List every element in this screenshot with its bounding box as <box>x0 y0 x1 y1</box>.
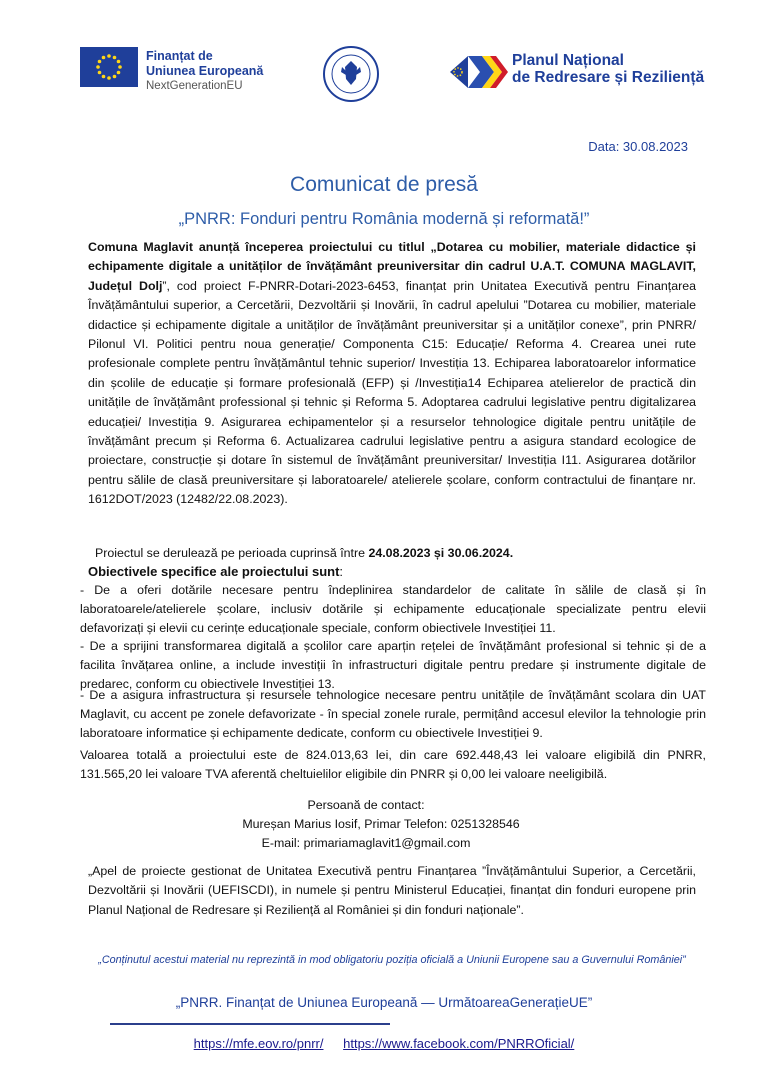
document-date: Data: 30.08.2023 <box>588 139 688 154</box>
objectives-title: Obiectivele specifice ale proiectului sunt <box>88 564 340 579</box>
objective-item: - De a oferi dotările necesare pentru îndeplinirea standardelor de calitate în sălile de clasă și în laboratoarele/atelierele școlare, inclusiv dotările și echipamente educaționale specializate pentru elevii defavorizați și elevii cu cerințe educaționale speciale, conform obiectivele Investiției 11. <box>80 583 706 636</box>
objective-item: - De a sprijini transformarea digitală a școlilor care aparțin rețelei de învățământ profesional si tehnic și de a facilita învățarea online, a include investiții în infrastructuri digitale pentru predare și instrumente digitale de predarec, conform cu obiectivele Investiției 13. <box>80 639 706 692</box>
contact-email: E-mail: primariamaglavit1@gmail.com <box>261 836 471 850</box>
page-subtitle: „PNRR: Fonduri pentru România modernă și reformată!” <box>178 210 590 228</box>
intro-lead: Comuna Maglavit anunță începerea proiectului cu titlul „Dotarea cu mobilier, materiale didactice și echipamente digitale a unităților de învățământ preuniversitar din cadrul U.A.T. COMUNA MAGLAVIT, Județul Dolj <box>88 240 696 293</box>
period-dates: 24.08.2023 și 30.06.2024. <box>368 546 514 560</box>
slogan: „PNRR. Finanțat de Uniunea Europeană — UrmătoareaGenerațieUE” <box>175 995 593 1010</box>
period-text: Proiectul se derulează pe perioada cuprinsă între <box>95 546 369 560</box>
divider <box>110 1023 390 1025</box>
objectives-colon: : <box>339 564 344 579</box>
project-value: Valoarea totală a proiectului este de 824.013,63 lei, din care 692.448,43 lei valoare eligibilă din PNRR, 131.565,20 lei valoare TVA aferentă cheltuielilor eligibile din PNRR și 0,00 lei valoare neeligibilă. <box>80 748 706 782</box>
objectives-heading <box>88 564 343 579</box>
eu-funding-label <box>146 49 263 94</box>
project-period <box>95 546 513 560</box>
contact-label: Persoană de contact: <box>307 798 425 812</box>
eu-flag-icon <box>80 47 138 87</box>
intro-rest: ”, cod proiect F-PNRR-Dotari-2023-6453, finanțat prin Unitatea Executivă pentru Finanțarea Învățământului superior, a Cercetării, Dezvoltării și Inovării, în cadrul apelului ”Dotarea cu mobilier, materiale didactice și echipamente digitale a unităților de învățământ preuniversitar și a unităților conexe”, prin PNRR/ Pilonul VI. Politici pentru noua generație/ Componenta C15: Educație/ Reforma 4. Crearea unei rute profesionale complete pentru învățământul tehnic superior/ Investiția 13. Echiparea laboratoarelor informatice din școlile de educație și formare profesională (EFP) și /Investiția14 Echiparea atelierelor de practică din unitățile de învățământ professional și tehnic și Reforma 5. Adoptarea cadrului legislative pentru digitalizarea educației/ Investiția 9. Asigurarea echipamentelor și a resurselor tehnologice digitale pentru unitățile de învățământ precum și Reforma 6. Actualizarea cadrului legislative pentru a asigura standard ecologice de proiectare, construcție și dotare în sistemul de învățământ preuniversitar/ Investiția I11. Asigurarea dotărilor pentru sălile de clasă preuniversitare și laboratoarele/ atelierele școlare, conform contractului de finanțare nr. 1612DOT/2023 (12482/22.08.2023). <box>88 278 696 507</box>
disclaimer: „Conținutul acestui material nu reprezintă in mod obligatoriu poziția oficială a Uniunii Europene sau a Guvernului României” <box>98 954 686 966</box>
facebook-link[interactable]: https://www.facebook.com/PNRROficial/ <box>343 1036 575 1051</box>
contact-person: Mureșan Marius Iosif, Primar Telefon: 0251328546 <box>242 817 520 831</box>
eu-line-2: Uniunea Europeană <box>146 64 264 78</box>
page-title: Comunicat de presă <box>290 173 478 196</box>
pnrr-line-2: de Redresare și Reziliență <box>512 69 705 86</box>
intro-paragraph <box>88 238 696 510</box>
pnrr-line-1: Planul Național <box>512 52 624 69</box>
call-statement: „Apel de proiecte gestionat de Unitatea Executivă pentru Finanțarea ”Învățământului Superior, a Cercetării, Dezvoltării și Inovării (UEFISCDI), in numele și pentru Ministerul Educației, finanțat din fonduri europene prin Planul Național de Redresare și Reziliență al României și din fonduri naționale”. <box>88 864 696 917</box>
pnrr-label <box>512 52 704 86</box>
mfe-link[interactable]: https://mfe.eov.ro/pnrr/ <box>193 1036 324 1051</box>
pnrr-logo-icon <box>446 52 508 92</box>
objective-item: - De a asigura infrastructura și resursele tehnologice necesare pentru unitățile de învățământ scolara din UAT Maglavit, cu accent pe zonele defavorizate - în special zonele rurale, permițând accesul elevilor la tehnologie prin laboratoare informatice și echipamente dedicate, conform cu obiectivele Investiției 9. <box>80 688 706 741</box>
footer-links <box>0 1036 768 1051</box>
eu-line-1: Finanțat de <box>146 49 213 63</box>
government-seal-icon <box>322 45 380 103</box>
eu-line-3: NextGenerationEU <box>146 80 243 92</box>
